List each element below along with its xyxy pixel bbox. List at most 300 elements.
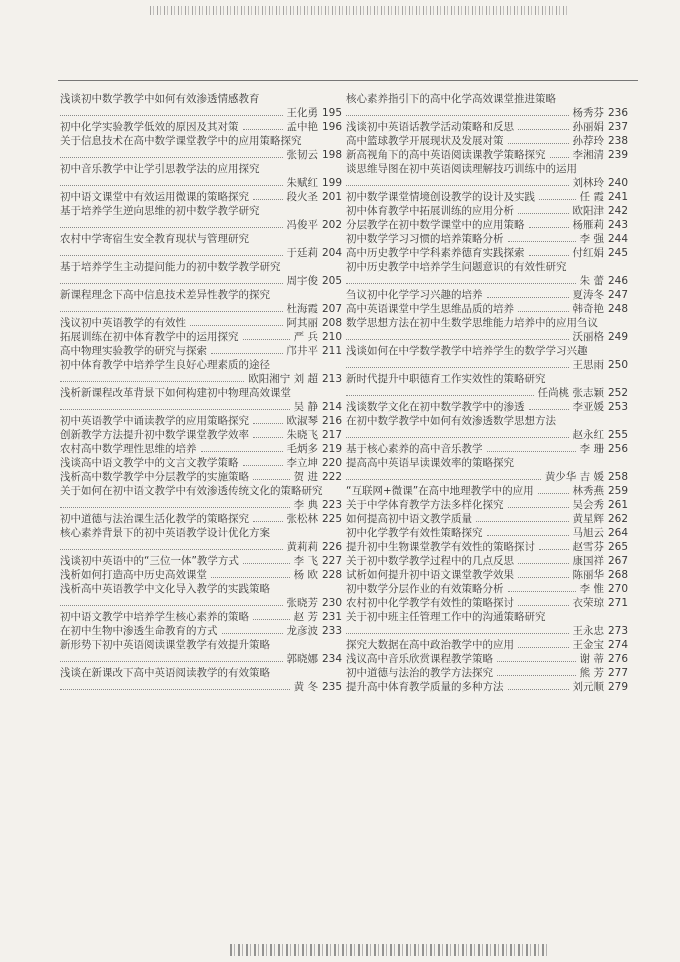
entry-page-number: 250 [607,359,628,371]
leader-dots [538,493,569,494]
entry-meta [60,274,342,288]
entry-author: 任尚桃 张志颖 [537,387,604,399]
entry-title: 浅谈初中英语中的“三位一体”教学方式 [60,555,239,567]
leader-dots [253,479,290,480]
toc-entry [346,414,628,442]
entry-author: 邝井平 [286,345,318,357]
toc-entry [346,134,628,148]
entry-page-number: 253 [607,401,628,413]
entry-page-number: 199 [321,177,342,189]
leader-dots [346,115,569,116]
leader-dots [550,157,569,158]
leader-dots [487,535,569,536]
toc-entry [346,204,628,218]
entry-title: 高中历史教学中学科素养德育实践探索 [346,247,525,259]
entry-title: 核心素养指引下的高中化学高效课堂推进策略 [346,93,556,105]
leader-dots [346,437,569,438]
entry-page-number: 262 [607,513,628,525]
entry-title: 关于初中数学教学过程中的几点反思 [346,555,514,567]
leader-dots [243,129,283,130]
toc-entry [346,232,628,246]
leader-dots [60,227,283,228]
entry-title: 基于核心素养的高中音乐教学 [346,443,483,455]
entry-title: 浅议高中音乐欣赏课程教学策略 [346,653,493,665]
toc-entry [346,162,628,190]
entry-page-number: 235 [321,681,342,693]
entry-author: 龙彦波 [286,625,318,637]
entry-page-number: 244 [607,233,628,245]
leader-dots [60,283,283,284]
leader-dots [508,507,569,508]
entry-author: 李湘清 [572,149,604,161]
entry-author: 孙丽娟 [572,121,604,133]
leader-dots [539,549,569,550]
entry-title: “互联网+微课”在高中地理教学中的应用 [346,485,534,497]
toc-entry [60,526,342,554]
leader-dots [497,675,576,676]
toc-column-left [60,92,342,694]
entry-page-number: 196 [321,121,342,133]
entry-author: 韩奇艳 [572,303,604,315]
entry-author: 熊 芳 [579,667,604,679]
leader-dots [508,591,576,592]
toc-entry [60,610,342,624]
entry-title: 农村中学寄宿生安全教育现状与管理研究 [60,233,249,245]
entry-page-number: 202 [321,219,342,231]
entry-meta [60,400,342,414]
entry-author: 欧淑琴 [286,415,318,427]
entry-page-number: 201 [321,191,342,203]
entry-title: 分层教学在初中数学课堂中的应用策略 [346,219,525,231]
toc-entry [346,456,628,484]
entry-author: 刘元顺 [572,681,604,693]
entry-meta [346,358,628,372]
entry-page-number: 237 [607,121,628,133]
entry-title: 如何提高初中语文教学质量 [346,513,472,525]
entry-author: 吴会秀 [572,499,604,511]
entry-title: 高中篮球教学开展现状及发展对策 [346,135,504,147]
leader-dots [60,311,283,312]
entry-author: 孙荐玲 [572,135,604,147]
entry-title: 初中化学教学有效性策略探究 [346,527,483,539]
entry-meta [346,176,628,190]
entry-author: 朱 蕾 [579,275,604,287]
entry-author: 杨 欧 [293,569,318,581]
leader-dots [60,605,283,606]
toc-entry [60,232,342,260]
toc-entry [346,680,628,694]
leader-dots [487,297,569,298]
leader-dots [529,227,569,228]
entry-title: 浅析高中数学教学中分层教学的实施策略 [60,471,249,483]
entry-title: 浅谈初中数学教学中如何有效渗透情感教育 [60,93,260,105]
entry-author: 付红娟 [572,247,604,259]
entry-author: 沃丽格 [572,331,604,343]
entry-author: 谢 蒂 [579,653,604,665]
entry-page-number: 228 [321,569,342,581]
entry-author: 任 霞 [579,191,604,203]
leader-dots [508,143,569,144]
entry-author: 李亚媛 [572,401,604,413]
entry-title: 初中音乐教学中让学引思教学法的应用探究 [60,163,260,175]
toc-entry [346,484,628,498]
entry-page-number: 277 [607,667,628,679]
toc-entry [346,638,628,652]
toc-entry [346,372,628,400]
toc-entry [60,92,342,120]
toc-entry [60,512,342,526]
leader-dots [346,185,569,186]
leader-dots [211,577,290,578]
entry-title: 高中物理实验教学的研究与探索 [60,345,207,357]
leader-dots [518,605,569,606]
toc-entry [60,204,342,232]
toc-entry [346,344,628,372]
entry-author: 黄 冬 [293,681,318,693]
leader-dots [243,465,283,466]
entry-title: 基于培养学生主动提问能力的初中数学教学研究 [60,261,281,273]
leader-dots [497,661,576,662]
entry-title: 浅谈在新课改下高中英语阅读教学的有效策略 [60,667,270,679]
toc-entry [346,540,628,554]
toc-entry [346,302,628,316]
toc-entry [60,638,342,666]
entry-meta [346,274,628,288]
entry-author: 李 强 [579,233,604,245]
toc-entry [346,568,628,582]
entry-meta [60,106,342,120]
entry-title: 初中道德与法治课生活化教学的策略探究 [60,513,249,525]
entry-author: 段火圣 [286,191,318,203]
entry-page-number: 230 [321,597,342,609]
leader-dots [60,549,283,550]
leader-dots [60,115,283,116]
leader-dots [60,689,290,690]
entry-author: 郭晓娜 [286,653,318,665]
entry-title: 初中道德与法治的教学方法探究 [346,667,493,679]
entry-page-number: 247 [607,289,628,301]
entry-title: 在初中数学教学中如何有效渗透数学思想方法 [346,415,556,427]
entry-title: 浅析新课程改革背景下如何构建初中物理高效课堂 [60,387,291,399]
entry-meta [346,428,628,442]
leader-dots [476,521,569,522]
entry-author: 严 兵 [293,331,318,343]
entry-author: 康国祥 [572,555,604,567]
leader-dots [539,199,576,200]
leader-dots [60,185,283,186]
entry-page-number: 195 [321,107,342,119]
entry-author: 黄星辉 [572,513,604,525]
leader-dots [201,451,283,452]
entry-title: 初中数学分层作业的有效策略分析 [346,583,504,595]
entry-author: 贺 进 [293,471,318,483]
entry-title: 关于信息技术在高中数学课堂教学中的应用策略探究 [60,135,302,147]
entry-page-number: 208 [321,317,342,329]
entry-title: 新高视角下的高中英语阅读课教学策略探究 [346,149,546,161]
entry-title: 初中英语教学中诵读教学的应用策略探究 [60,415,249,427]
entry-title: 关于如何在初中语文教学中有效渗透传统文化的策略研究 [60,485,323,497]
entry-author: 于廷莉 [286,247,318,259]
entry-meta [60,498,342,512]
entry-title: 关于初中班主任管理工作中的沟通策略研究 [346,611,546,623]
leader-dots [346,339,569,340]
leader-dots [253,619,290,620]
toc-entry [60,162,342,190]
leader-dots [508,689,569,690]
entry-title: 初中数学课堂情境创设教学的设计及实践 [346,191,535,203]
entry-title: 浅谈如何在中学数学教学中培养学生的数学学习兴趣 [346,345,588,357]
toc-entry [60,470,342,484]
entry-title: 初中体育教学中拓展训练的应用分析 [346,205,514,217]
entry-page-number: 207 [321,303,342,315]
toc-entry [346,120,628,134]
entry-page-number: 273 [607,625,628,637]
toc-entry [346,260,628,288]
toc-entry [346,498,628,512]
entry-title: 浅议初中英语教学的有效性 [60,317,186,329]
toc-entry [60,358,342,386]
entry-page-number: 252 [607,387,628,399]
entry-title: 试析如何提升初中语文课堂教学效果 [346,569,514,581]
entry-title: 创新教学方法提升初中数学课堂教学效率 [60,429,249,441]
entry-author: 王化勇 [286,107,318,119]
leader-dots [346,633,569,634]
entry-author: 王金宝 [572,639,604,651]
entry-author: 刘林玲 [572,177,604,189]
entry-author: 林秀燕 [572,485,604,497]
toc-entry [346,666,628,680]
entry-author: 毛炳多 [286,443,318,455]
entry-page-number: 267 [607,555,628,567]
entry-page-number: 270 [607,583,628,595]
entry-page-number: 259 [607,485,628,497]
entry-page-number: 217 [321,429,342,441]
leader-dots [253,521,283,522]
entry-page-number: 216 [321,415,342,427]
leader-dots [243,563,290,564]
entry-page-number: 243 [607,219,628,231]
leader-dots [346,479,541,480]
toc-entry [346,610,628,638]
entry-author: 黄莉莉 [286,541,318,553]
entry-meta [60,176,342,190]
entry-author: 赵雪芬 [572,541,604,553]
entry-page-number: 271 [607,597,628,609]
entry-page-number: 233 [321,625,342,637]
entry-author: 张晓芳 [286,597,318,609]
entry-page-number: 227 [321,555,342,567]
leader-dots [518,311,569,312]
entry-page-number: 276 [607,653,628,665]
toc-entry [346,400,628,414]
toc-column-right [346,92,628,694]
entry-author: 李 珊 [579,443,604,455]
entry-author: 黄少华 吉 媛 [544,471,604,483]
entry-author: 李 惟 [579,583,604,595]
toc-entry [60,414,342,428]
toc-entry [346,512,628,526]
entry-page-number: 210 [321,331,342,343]
entry-meta [60,596,342,610]
entry-page-number: 213 [321,373,342,385]
entry-title: 刍议初中化学学习兴趣的培养 [346,289,483,301]
leader-dots [529,409,569,410]
toc-entry [346,442,628,456]
entry-title: 谈思维导图在初中英语阅读理解技巧训练中的运用 [346,163,577,175]
entry-page-number: 219 [321,443,342,455]
toc-entry [346,92,628,120]
entry-page-number: 238 [607,135,628,147]
entry-page-number: 220 [321,457,342,469]
entry-page-number: 214 [321,401,342,413]
toc-entry [60,134,342,162]
entry-page-number: 198 [321,149,342,161]
leader-dots [222,633,283,634]
leader-dots [518,577,569,578]
header-rule [58,80,638,81]
toc-entry [60,428,342,442]
entry-author: 阿其丽 [286,317,318,329]
toc-entry [346,190,628,204]
entry-author: 周宇俊 [286,275,318,287]
toc-entry [60,190,342,204]
entry-page-number: 236 [607,107,628,119]
leader-dots [190,325,283,326]
entry-title: 新形势下初中英语阅读课堂教学有效提升策略 [60,639,270,651]
entry-page-number: 256 [607,443,628,455]
entry-title: 核心素养背景下的初中英语教学设计优化方案 [60,527,270,539]
entry-title: 初中化学实验教学低效的原因及其对策 [60,121,239,133]
leader-dots [529,255,569,256]
entry-author: 赵 芳 [293,611,318,623]
entry-page-number: 234 [321,653,342,665]
entry-author: 杨秀芬 [572,107,604,119]
scan-artifact-bottom [230,944,550,956]
toc-entry [346,554,628,568]
entry-meta [346,386,628,400]
entry-title: 初中语文教学中培养学生核心素养的策略 [60,611,249,623]
entry-author: 王思雨 [572,359,604,371]
entry-title: 提高高中英语早读课效率的策略探究 [346,457,514,469]
entry-title: 浅析如何打造高中历史高效课堂 [60,569,207,581]
entry-meta [346,470,628,484]
entry-title: 初中体育教学中培养学生良好心理素质的途径 [60,359,270,371]
entry-page-number: 246 [607,275,628,287]
entry-author: 朱赋红 [286,177,318,189]
toc-entry [60,442,342,456]
toc-entry [346,652,628,666]
entry-meta [60,372,342,386]
entry-author: 王永忠 [572,625,604,637]
entry-title: 浅析高中英语教学中文化导入教学的实践策略 [60,583,270,595]
toc-entry [60,484,342,512]
entry-page-number: 264 [607,527,628,539]
toc-entry [346,526,628,540]
toc-entry [60,554,342,568]
entry-page-number: 240 [607,177,628,189]
entry-author: 欧阳津 [572,205,604,217]
toc-entry [346,288,628,302]
toc-entry [60,330,342,344]
leader-dots [243,339,290,340]
leader-dots [60,661,283,662]
entry-page-number: 265 [607,541,628,553]
entry-author: 冯俊平 [286,219,318,231]
leader-dots [518,647,569,648]
toc-entry [346,246,628,260]
entry-title: 初中语文课堂中有效运用微课的策略探究 [60,191,249,203]
leader-dots [211,353,283,354]
toc-entry [60,568,342,582]
toc-entry [60,386,342,414]
toc-entry [60,120,342,134]
entry-title: 初中数学学习习惯的培养策略分析 [346,233,504,245]
toc-entry [60,666,342,694]
entry-meta [346,330,628,344]
entry-title: 关于中学体育教学方法多样化探究 [346,499,504,511]
entry-meta [60,218,342,232]
entry-meta [346,624,628,638]
leader-dots [508,241,576,242]
entry-title: 提升高中体育教学质量的多种方法 [346,681,504,693]
entry-meta [60,652,342,666]
scan-artifact-top [150,6,570,15]
toc-entry [346,582,628,596]
entry-author: 赵永红 [572,429,604,441]
entry-meta [60,246,342,260]
leader-dots [518,563,569,564]
leader-dots [60,255,283,256]
entry-meta [60,540,342,554]
entry-page-number: 241 [607,191,628,203]
entry-author: 李 飞 [293,555,318,567]
toc-entry [346,218,628,232]
leader-dots [487,451,576,452]
entry-author: 李 典 [293,499,318,511]
entry-title: 初中历史教学中培养学生问题意识的有效性研究 [346,261,567,273]
entry-author: 李立坤 [286,457,318,469]
entry-title: 提升初中生物课堂教学有效性的策略探讨 [346,541,535,553]
leader-dots [253,199,283,200]
leader-dots [346,395,534,396]
entry-page-number: 245 [607,247,628,259]
entry-page-number: 255 [607,429,628,441]
entry-page-number: 242 [607,205,628,217]
entry-page-number: 231 [321,611,342,623]
leader-dots [60,157,283,158]
leader-dots [346,283,576,284]
entry-title: 探究大数据在高中政治教学中的应用 [346,639,514,651]
entry-title: 数学思想方法在初中生数学思维能力培养中的应用刍议 [346,317,598,329]
entry-author: 欧阳湘宁 刘 超 [248,373,318,385]
toc-entry [60,316,342,330]
entry-page-number: 204 [321,247,342,259]
entry-author: 衣荣琼 [572,597,604,609]
toc-entry [60,344,342,358]
toc-entry [60,624,342,638]
toc-entry [60,582,342,610]
toc-entry [346,316,628,344]
entry-page-number: 274 [607,639,628,651]
toc-entry [60,456,342,470]
entry-title: 农村高中数学理性思维的培养 [60,443,197,455]
entry-page-number: 279 [607,681,628,693]
entry-title: 基于培养学生逆向思维的初中数学教学研究 [60,205,260,217]
entry-page-number: 223 [321,499,342,511]
leader-dots [253,423,283,424]
entry-page-number: 211 [321,345,342,357]
entry-meta [60,302,342,316]
